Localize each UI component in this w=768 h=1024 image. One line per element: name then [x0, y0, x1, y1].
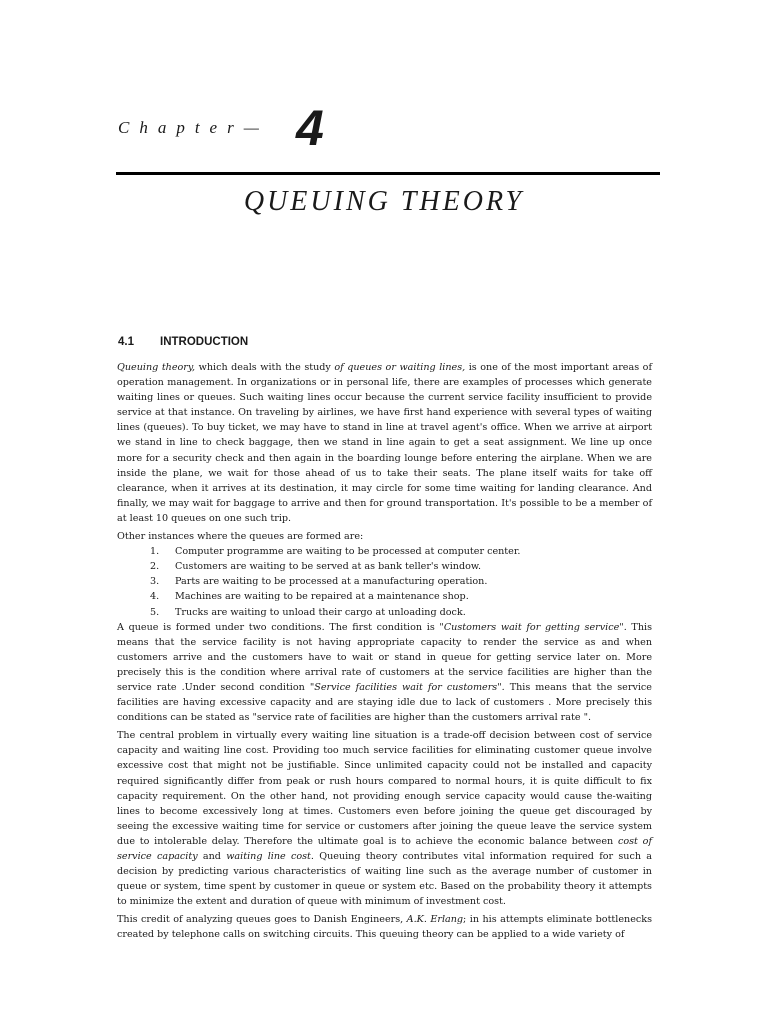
central-italic-a: cost of service capacity [117, 835, 652, 862]
chapter-label: Chapter— [118, 118, 269, 137]
conditions-paragraph [117, 620, 652, 726]
list-item [117, 589, 652, 604]
credit-italic-name: A.K. Erlang [406, 914, 464, 926]
list-item [117, 605, 652, 620]
list-item-text: Parts are waiting to be processed at a manufacturing operation. [175, 576, 488, 588]
list-item-text: Trucks are waiting to unload their cargo at unloading dock. [175, 606, 466, 618]
intro-text-b: is one of the most important areas of operation management. In organizations or in personal life, there are examples of processes which generate waiting lines or queues. Such waiting lines occur because the current service facility insufficient to provide service at that instance. On traveling by airlines, we have first hand experience with several types of waiting lines (queues). To buy ticket, we may have to stand in line at travel agent's office. When we arrive at airport we stand in line to check baggage, then we stand in line again to get a seat assignment. We line up once more for a security check and then again in the boarding lounge before entering the airplane. When we are inside the plane, we wait for those ahead of us to take their seats. The plane itself waits for take off clearance, when it arrives at its destination, it may circle for some time waiting for landing clearance. And finally, we may wait for baggage to arrive and then for ground transportation. It's possible to be a member of at least 10 queues on one such trip. [117, 362, 652, 524]
central-italic-b: waiting line cost [226, 851, 311, 862]
list-item-number: 4. [150, 591, 160, 603]
intro-italic-term: Queuing theory, [117, 362, 196, 373]
central-paragraph [117, 728, 652, 909]
section-heading [118, 336, 248, 348]
list-item-number: 1. [150, 546, 160, 558]
list-item-text: Machines are waiting to be repaired at a maintenance shop. [175, 591, 469, 603]
list-item-text: Customers are waiting to be served at as bank teller's window. [175, 561, 482, 573]
intro-text-a: which deals with the study [195, 362, 335, 373]
list-item-number: 2. [150, 561, 160, 573]
credit-paragraph [117, 912, 652, 942]
credit-text-b: ; in his attempts eliminate bottlenecks created by telephone calls on switching circuits. This queuing theory can be applied to a wide variety of [117, 914, 652, 941]
conditions-text-b: ". This means that the service facility is not having appropriate capacity to render the service as and when customers arrive and the customers have to wait or stand in queue for getting service later on. More precisely this is the condition where arrival rate of customers at the service facilities are higher than the service rate .Under second condition " [117, 621, 653, 693]
section-number: 4.1 [118, 336, 134, 348]
section-title: INTRODUCTION [160, 336, 249, 348]
central-text-c: . Queuing theory contributes vital information required for such a decision by predicting various characteristics of waiting line such as the average number of customer in queue or system, time spent by customer in queue or system etc. Based on the probability theory it attempts to minimize the extent and duration of queue with minimum of investment cost. [117, 851, 652, 908]
chapter-number: 4 [296, 100, 324, 156]
intro-paragraph [117, 360, 652, 526]
credit-text-a: This credit of analyzing queues goes to Danish Engineers, [117, 914, 407, 926]
instances-intro: Other instances where the queues are formed are: [117, 531, 364, 543]
chapter-title: QUEUING THEORY [243, 186, 525, 217]
chapter-divider [116, 172, 660, 175]
conditions-text-c: ". This means that the service facilities are having excessive capacity and are staying idle due to lack of customers . More precisely this conditions can be stated as "service rate of facilities are higher than the customers arrival rate ". [117, 681, 652, 724]
intro-italic-phrase: of queues or waiting lines, [334, 362, 466, 373]
instances-list [117, 544, 652, 619]
chapter-header [118, 98, 418, 158]
central-text-b: and [197, 851, 227, 862]
conditions-italic-a: Customers wait for getting service [443, 621, 620, 633]
list-item [117, 559, 652, 574]
list-item-text: Computer programme are waiting to be processed at computer center. [175, 546, 521, 558]
list-item-number: 5. [150, 606, 160, 618]
conditions-text-a: A queue is formed under two conditions. The first condition is " [117, 621, 444, 633]
conditions-italic-b: Service facilities wait for customers [314, 681, 498, 693]
central-text-a: The central problem in virtually every waiting line situation is a trade-off decision between cost of service capacity and waiting line cost. Providing too much service facilities for eliminating customer queue involve excessive cost that might not be justifiable. Since unlimited capacity could not be installed and capacity required significantly differ from peak or rush hours compared to normal hours, it is quite difficult to fix capacity requirement. On the other hand, not providing enough service capacity would cause the-waiting lines to become excessively long at times. Customers even before joining the queue get discouraged by seeing the excessive waiting time for service or customers after joining the queue leave the service system due to intolerable delay. Therefore the ultimate goal is to achieve the economic balance between [117, 730, 652, 847]
body-text [117, 360, 652, 943]
list-item [117, 544, 652, 559]
list-item-number: 3. [150, 576, 160, 588]
list-item [117, 574, 652, 589]
